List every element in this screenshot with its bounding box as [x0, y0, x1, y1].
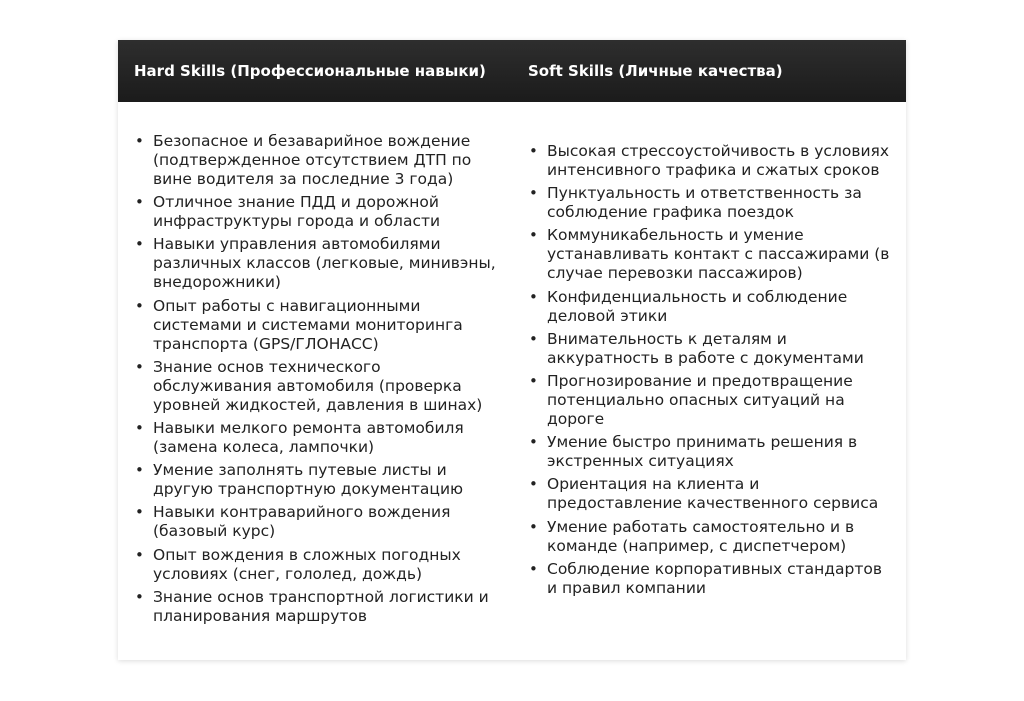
- soft-skill-item: [529, 433, 892, 471]
- bullet-icon: •: [529, 287, 538, 306]
- soft-skill-item-text: Коммуникабельность и умение устанавливать контакт с пассажирами (в случае перевозки пассажиров): [547, 226, 890, 283]
- hard-skill-item: [135, 587, 498, 626]
- hard-skill-item-text: Навыки управления автомобилями различных классов (легковые, минивэны, внедорожники): [153, 235, 496, 292]
- bullet-icon: •: [529, 142, 538, 160]
- bullet-icon: •: [529, 475, 538, 494]
- bullet-icon: •: [135, 296, 144, 315]
- soft-skill-item-text: Умение работать самостоятельно и в команде (например, с диспетчером): [547, 517, 855, 555]
- skills-table: [118, 40, 906, 660]
- soft-skill-item: [529, 226, 892, 283]
- bullet-icon: •: [135, 503, 144, 522]
- hard-skill-item-text: Безопасное и безаварийное вождение (подтвержденное отсутствием ДТП по вине водителя за последние 3 года): [153, 132, 472, 188]
- hard-skill-item: [135, 235, 498, 292]
- soft-skill-item-text: Соблюдение корпоративных стандартов и правил компании: [547, 559, 882, 597]
- soft-skill-item-text: Высокая стрессоустойчивость в условиях интенсивного трафика и сжатых сроков: [547, 142, 890, 179]
- soft-skill-item: [529, 287, 892, 326]
- hard-skill-item-text: Опыт вождения в сложных погодных условиях (снег, гололед, дождь): [153, 545, 461, 583]
- hard-skill-item: [135, 296, 498, 354]
- bullet-icon: •: [529, 226, 538, 245]
- hard-skill-item: [135, 193, 498, 231]
- hard-skill-item-text: Умение заполнять путевые листы и другую транспортную документацию: [153, 461, 464, 499]
- soft-skill-item: [529, 517, 892, 556]
- bullet-icon: •: [529, 433, 538, 452]
- soft-skills-column: [512, 130, 906, 630]
- hard-skill-item: [135, 461, 498, 499]
- soft-skill-item-text: Умение быстро принимать решения в экстренных ситуациях: [547, 433, 858, 471]
- table-body: [118, 102, 906, 630]
- soft-skills-list: [512, 142, 906, 598]
- bullet-icon: •: [529, 184, 538, 203]
- soft-skill-item-text: Внимательность к деталям и аккуратность в работе с документами: [547, 329, 864, 367]
- hard-skill-item-text: Знание основ технического обслуживания автомобиля (проверка уровней жидкостей, давления в шинах): [153, 357, 483, 414]
- table-header: [118, 40, 906, 102]
- soft-skills-header: Soft Skills (Личные качества): [528, 61, 783, 80]
- bullet-icon: •: [529, 371, 538, 390]
- soft-skill-item: [529, 142, 892, 180]
- bullet-icon: •: [135, 545, 144, 564]
- hard-skills-column: [118, 130, 512, 630]
- hard-skill-item-text: Отличное знание ПДД и дорожной инфраструктуры города и области: [153, 193, 441, 231]
- hard-skill-item-text: Навыки контраварийного вождения (базовый курс): [153, 503, 451, 541]
- soft-skill-item: [529, 184, 892, 222]
- hard-skills-list: [118, 132, 512, 626]
- bullet-icon: •: [529, 329, 538, 348]
- soft-skill-item: [529, 559, 892, 598]
- soft-skill-item: [529, 329, 892, 368]
- hard-skill-item-text: Знание основ транспортной логистики и планирования маршрутов: [153, 587, 489, 625]
- bullet-icon: •: [135, 235, 144, 254]
- hard-skill-item: [135, 418, 498, 457]
- hard-skill-item: [135, 503, 498, 541]
- soft-skill-item-text: Пунктуальность и ответственность за соблюдение графика поездок: [547, 184, 862, 222]
- hard-skill-item-text: Опыт работы с навигационными системами и системами мониторинга транспорта (GPS/ГЛОНАСС): [153, 296, 463, 353]
- hard-skill-item: [135, 132, 498, 189]
- bullet-icon: •: [135, 587, 144, 606]
- bullet-icon: •: [135, 193, 144, 212]
- bullet-icon: •: [529, 559, 538, 578]
- bullet-icon: •: [529, 517, 538, 536]
- hard-skills-header: Hard Skills (Профессиональные навыки): [134, 61, 486, 80]
- soft-skill-item: [529, 475, 892, 513]
- bullet-icon: •: [135, 461, 144, 480]
- soft-skill-item-text: Ориентация на клиента и предоставление качественного сервиса: [547, 475, 879, 513]
- hard-skill-item-text: Навыки мелкого ремонта автомобиля (замена колеса, лампочки): [153, 418, 464, 456]
- soft-skill-item-text: Прогнозирование и предотвращение потенциально опасных ситуаций на дороге: [547, 371, 853, 428]
- soft-skill-item-text: Конфиденциальность и соблюдение деловой этики: [547, 287, 848, 325]
- hard-skill-item: [135, 357, 498, 415]
- soft-skill-item: [529, 371, 892, 429]
- hard-skill-item: [135, 545, 498, 584]
- bullet-icon: •: [135, 418, 144, 437]
- bullet-icon: •: [135, 132, 144, 150]
- bullet-icon: •: [135, 357, 144, 376]
